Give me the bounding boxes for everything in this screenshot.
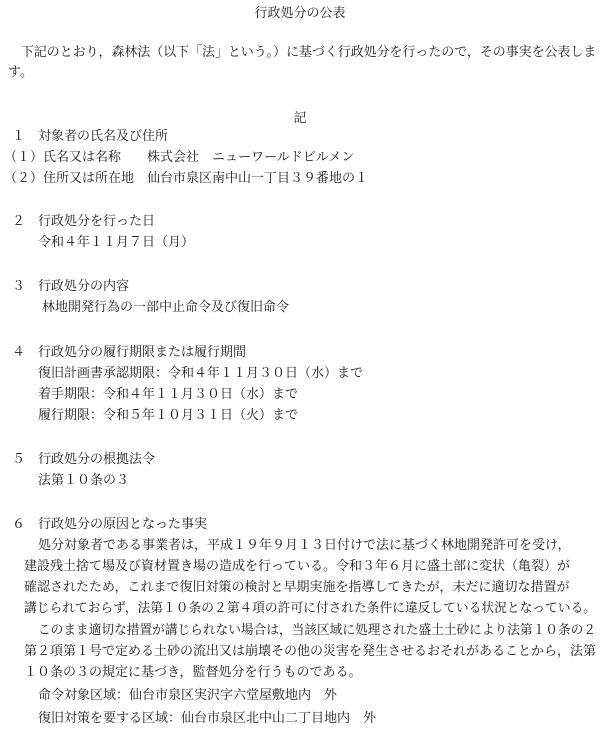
fact-paragraph-1-line: 確認されたため，これまで復旧対策の検討と早期実施を指導してきたが，未だに適切な措置が (24, 580, 570, 595)
fact-paragraph-1-line: 建設残土捨て場及び資材置き場の造成を行っている。令和３年６月に盛土部に変状（亀裂）が (24, 559, 571, 574)
legal-basis: 法第１０条の３ (38, 473, 130, 488)
section-6-heading: ６ 行政処分の原因となった事実 (12, 517, 208, 532)
fact-paragraph-2-line: このまま適切な措置が講じられない場合は，当該区域に処理された盛土土砂により法第１０条の２ (38, 623, 597, 638)
section-2-heading: ２ 行政処分を行った日 (12, 214, 156, 229)
fact-paragraph-2-line: 第２項第１号で定める土砂の流出又は崩壊その他の災害を発生させるおそれがあることから，法第 (24, 644, 597, 659)
order-target-area: 命令対象区域：仙台市泉区実沢字六堂屋敷地内 外 (38, 688, 338, 703)
target-name: （１）氏名又は名称 株式会社 ニューワールドビルメン (4, 150, 355, 165)
fact-paragraph-1-line: 処分対象者である事業者は，平成１９年９月１３日付けで法に基づく林地開発許可を受け， (38, 538, 571, 553)
intro-line-2: す。 (8, 65, 33, 80)
section-5-heading: ５ 行政処分の根拠法令 (12, 452, 156, 467)
disposition-content: 林地開発行為の一部中止命令及び復旧命令 (42, 300, 290, 315)
ki-heading: 記 (293, 111, 307, 126)
section-3-heading: ３ 行政処分の内容 (12, 279, 130, 294)
fact-paragraph-2-line: １０条の３の規定に基づき，監督処分を行うものである。 (24, 665, 362, 680)
fact-paragraph-1-line: 講じられておらず，法第１０条の２第４項の許可に付された条件に違反している状況となっている。 (24, 601, 596, 616)
page-title: 行政処分の公表 (254, 6, 346, 21)
target-address: （２）住所又は所在地 仙台市泉区南中山一丁目３９番地の１ (4, 171, 369, 186)
deadline-item: 履行期限：令和５年１０月３１日（火）まで (38, 408, 299, 423)
section-4-heading: ４ 行政処分の履行期限または履行期間 (12, 345, 247, 360)
section-1-heading: １ 対象者の氏名及び住所 (12, 129, 169, 144)
intro-line-1: 下記のとおり，森林法（以下「法」という。）に基づく行政処分を行ったので，その事実を公表しま (8, 45, 597, 60)
restoration-area: 復旧対策を要する区域：仙台市泉区北中山二丁目地内 外 (38, 711, 377, 726)
disposition-date: 令和４年１１月７日（月） (38, 235, 195, 250)
deadline-item: 復旧計画書承認期限：令和４年１１月３０日（水）まで (38, 366, 364, 381)
deadline-item: 着手期限：令和４年１１月３０日（水）まで (38, 387, 299, 402)
